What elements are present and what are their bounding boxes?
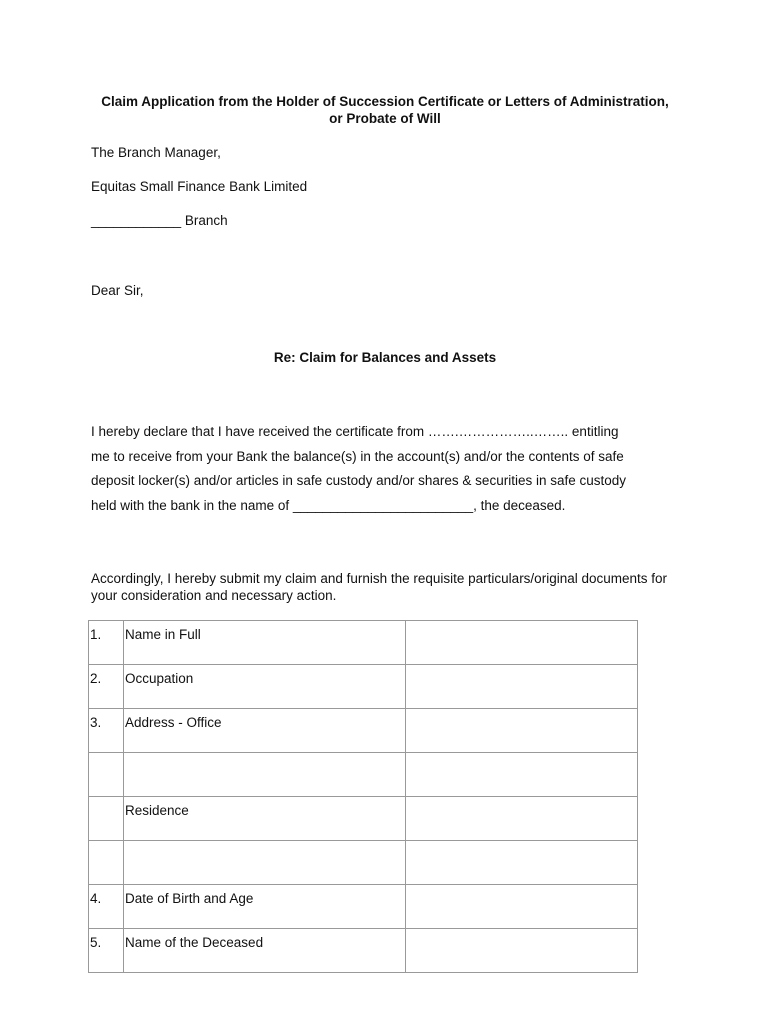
bank-name-line: Equitas Small Finance Bank Limited	[91, 179, 308, 194]
table-row	[89, 929, 638, 973]
field-label	[124, 753, 406, 797]
declaration-line: held with the bank in the name of ________________________, the deceased.	[91, 497, 566, 513]
table-row	[89, 885, 638, 929]
declaration-line: I hereby declare that I have received the certificate from …….……………..…….. entitling	[91, 424, 619, 439]
table-row	[89, 665, 638, 709]
row-number	[89, 797, 124, 841]
subject-line: Re: Claim for Balances and Assets	[273, 350, 497, 365]
office-address-field[interactable]	[406, 709, 638, 753]
table-row	[89, 621, 638, 665]
field-label: Date of Birth and Age	[124, 885, 406, 929]
row-number	[89, 841, 124, 885]
addressee-line: The Branch Manager,	[91, 145, 221, 160]
document-title	[60, 93, 710, 127]
accordingly-line: Accordingly, I hereby submit my claim and furnish the requisite particulars/original documents for	[91, 571, 668, 586]
accordingly-paragraph	[91, 570, 701, 604]
deceased-name-field[interactable]	[406, 929, 638, 973]
date-of-birth-age-field[interactable]	[406, 885, 638, 929]
salutation: Dear Sir,	[91, 283, 144, 298]
field-label: Occupation	[124, 665, 406, 709]
accordingly-line: your consideration and necessary action.	[91, 588, 337, 603]
title-line-2: or Probate of Will	[329, 111, 441, 126]
field-label: Name of the Deceased	[124, 929, 406, 973]
field-label: Address - Office	[124, 709, 406, 753]
name-in-full-field[interactable]	[406, 621, 638, 665]
row-number	[89, 753, 124, 797]
row-number: 4.	[89, 885, 124, 929]
residence-address-field[interactable]	[406, 797, 638, 841]
residence-address-continued-field[interactable]	[406, 841, 638, 885]
table-row	[89, 709, 638, 753]
row-number: 3.	[89, 709, 124, 753]
row-number: 1.	[89, 621, 124, 665]
declaration-line: deposit locker(s) and/or articles in safe custody and/or shares & securities in safe custody	[91, 473, 627, 488]
field-label: Name in Full	[124, 621, 406, 665]
claim-particulars-table	[88, 620, 638, 973]
title-line-1: Claim Application from the Holder of Succession Certificate or Letters of Administration,	[101, 94, 669, 109]
office-address-continued-field[interactable]	[406, 753, 638, 797]
row-number: 5.	[89, 929, 124, 973]
table-row	[89, 841, 638, 885]
occupation-field[interactable]	[406, 665, 638, 709]
table-row	[89, 753, 638, 797]
field-label: Residence	[124, 797, 406, 841]
declaration-line: me to receive from your Bank the balance(s) in the account(s) and/or the contents of safe	[91, 448, 624, 464]
declaration-paragraph	[91, 420, 701, 518]
branch-line: ____________ Branch	[91, 213, 228, 228]
table-row	[89, 797, 638, 841]
row-number: 2.	[89, 665, 124, 709]
field-label	[124, 841, 406, 885]
